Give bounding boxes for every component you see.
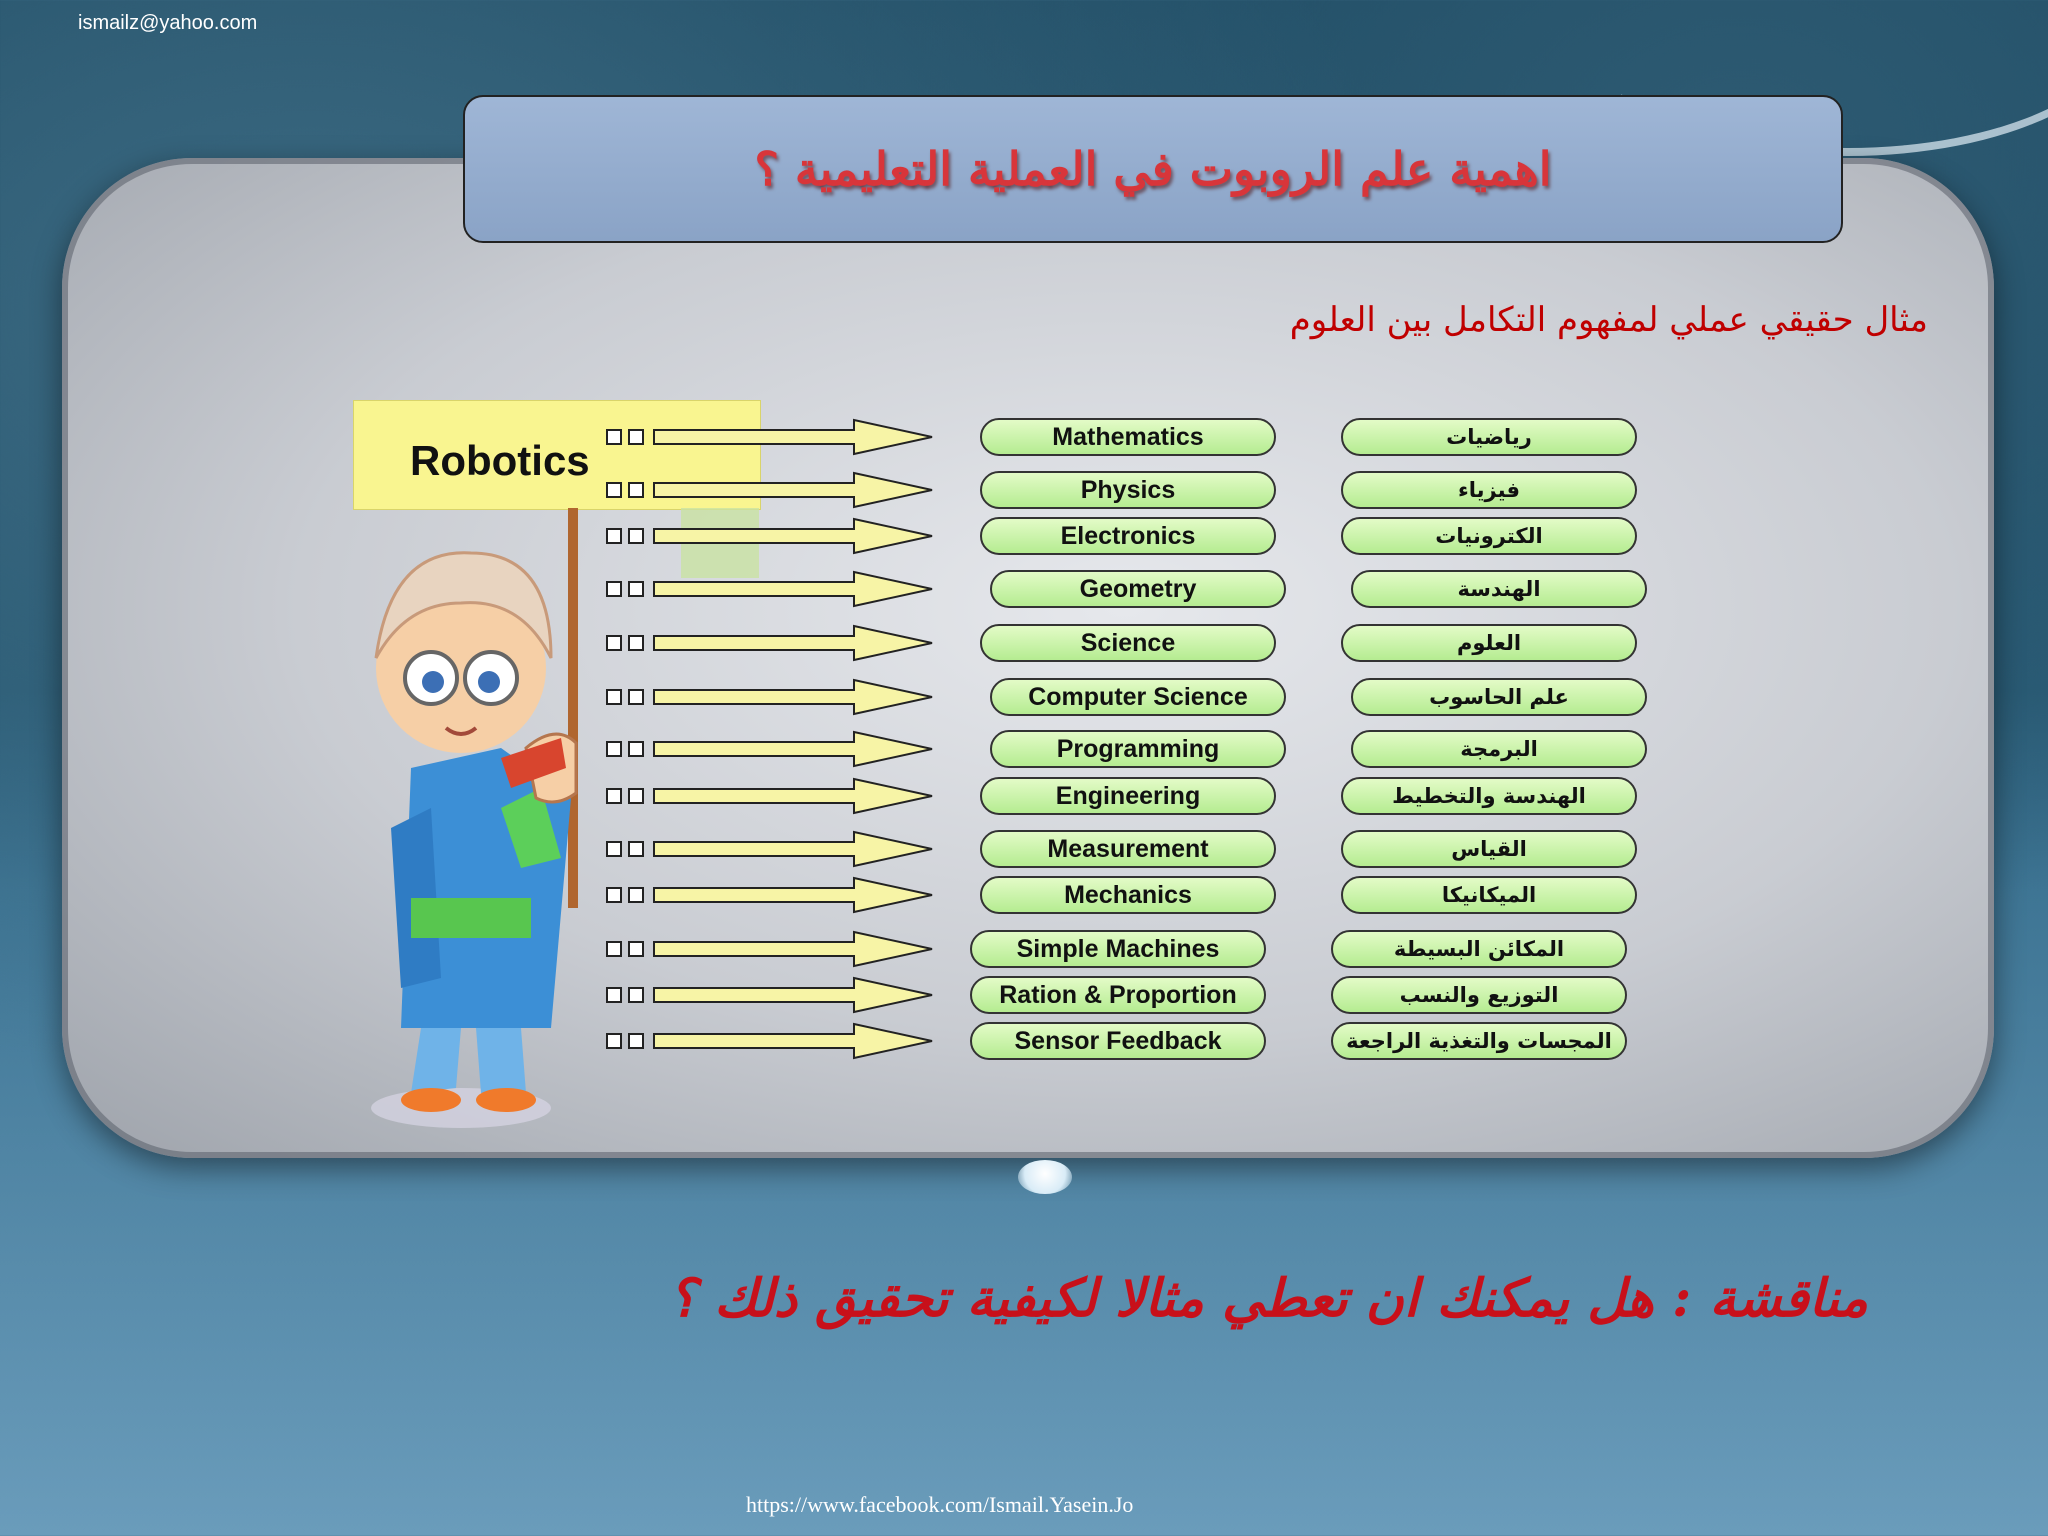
subject-pill-en: Measurement — [980, 830, 1276, 868]
marker-square — [606, 528, 622, 544]
marker-square — [606, 741, 622, 757]
marker-square — [606, 689, 622, 705]
subject-pill-ar: فيزياء — [1341, 471, 1637, 509]
subject-pill-en: Ration & Proportion — [970, 976, 1266, 1014]
subject-pill-ar: البرمجة — [1351, 730, 1647, 768]
marker-square — [628, 482, 644, 498]
arrow-row — [606, 570, 934, 608]
arrow-icon — [652, 1022, 934, 1060]
arrow-row — [606, 876, 934, 914]
subject-pill-en: Science — [980, 624, 1276, 662]
marker-square — [628, 841, 644, 857]
marker-square — [628, 1033, 644, 1049]
author-email: ismailz@yahoo.com — [78, 12, 258, 34]
arrow-row — [606, 471, 934, 509]
marker-square — [606, 941, 622, 957]
marker-square — [628, 528, 644, 544]
subject-pill-ar: علم الحاسوب — [1351, 678, 1647, 716]
marker-square — [628, 788, 644, 804]
marker-square — [606, 841, 622, 857]
robotics-diagram — [351, 398, 1696, 1128]
marker-square — [628, 689, 644, 705]
marker-square — [628, 741, 644, 757]
marker-square — [606, 987, 622, 1003]
arrow-icon — [652, 830, 934, 868]
subject-pill-en: Computer Science — [990, 678, 1286, 716]
arrow-icon — [652, 930, 934, 968]
subject-pill-en: Geometry — [990, 570, 1286, 608]
arrow-icon — [652, 570, 934, 608]
subject-pill-en: Simple Machines — [970, 930, 1266, 968]
sign-label: Robotics — [410, 437, 590, 484]
subject-pill-en: Electronics — [980, 517, 1276, 555]
marker-square — [628, 987, 644, 1003]
marker-square — [606, 429, 622, 445]
arrow-row — [606, 418, 934, 456]
slide-subtitle: مثال حقيقي عملي لمفهوم التكامل بين العلوم — [1289, 300, 1928, 340]
arrow-row — [606, 517, 934, 555]
subject-pill-ar: الميكانيكا — [1341, 876, 1637, 914]
marker-square — [606, 482, 622, 498]
title-banner — [463, 95, 1843, 243]
arrow-icon — [652, 624, 934, 662]
subject-pill-ar: التوزيع والنسب — [1331, 976, 1627, 1014]
marker-square — [606, 887, 622, 903]
subject-pill-en: Mathematics — [980, 418, 1276, 456]
subject-pill-ar: الكترونيات — [1341, 517, 1637, 555]
marker-square — [628, 429, 644, 445]
subject-pill-en: Mechanics — [980, 876, 1276, 914]
arrow-row — [606, 678, 934, 716]
decorative-bubble — [1018, 1160, 1072, 1194]
subject-pill-ar: المجسات والتغذية الراجعة — [1331, 1022, 1627, 1060]
arrow-icon — [652, 777, 934, 815]
marker-square — [628, 941, 644, 957]
subject-pill-ar: الهندسة — [1351, 570, 1647, 608]
subject-pill-en: Programming — [990, 730, 1286, 768]
arrow-icon — [652, 730, 934, 768]
marker-square — [628, 887, 644, 903]
arrow-row — [606, 777, 934, 815]
arrow-icon — [652, 418, 934, 456]
subject-pill-en: Engineering — [980, 777, 1276, 815]
arrow-row — [606, 624, 934, 662]
subject-pill-ar: العلوم — [1341, 624, 1637, 662]
footer-link[interactable]: https://www.facebook.com/Ismail.Yasein.Jo — [746, 1492, 1134, 1517]
arrow-icon — [652, 517, 934, 555]
subject-pill-en: Physics — [980, 471, 1276, 509]
subject-pill-ar: المكائن البسيطة — [1331, 930, 1627, 968]
subject-pill-ar: الهندسة والتخطيط — [1341, 777, 1637, 815]
arrow-icon — [652, 976, 934, 1014]
arrow-row — [606, 730, 934, 768]
arrow-row — [606, 930, 934, 968]
subject-pill-en: Sensor Feedback — [970, 1022, 1266, 1060]
marker-square — [606, 635, 622, 651]
marker-square — [628, 581, 644, 597]
arrow-icon — [652, 471, 934, 509]
marker-square — [606, 581, 622, 597]
marker-square — [606, 788, 622, 804]
arrow-row — [606, 830, 934, 868]
arrow-row — [606, 976, 934, 1014]
arrow-icon — [652, 876, 934, 914]
subject-pill-ar: رياضيات — [1341, 418, 1637, 456]
arrow-row — [606, 1022, 934, 1060]
slide-title: اهمية علم الروبوت في العملية التعليمية ؟ — [754, 142, 1552, 196]
marker-square — [606, 1033, 622, 1049]
marker-square — [628, 635, 644, 651]
subject-pill-ar: القياس — [1341, 830, 1637, 868]
discussion-question: مناقشة : هل يمكنك ان تعطي مثالا لكيفية تحقيق ذلك ؟ — [668, 1268, 1868, 1329]
arrow-icon — [652, 678, 934, 716]
